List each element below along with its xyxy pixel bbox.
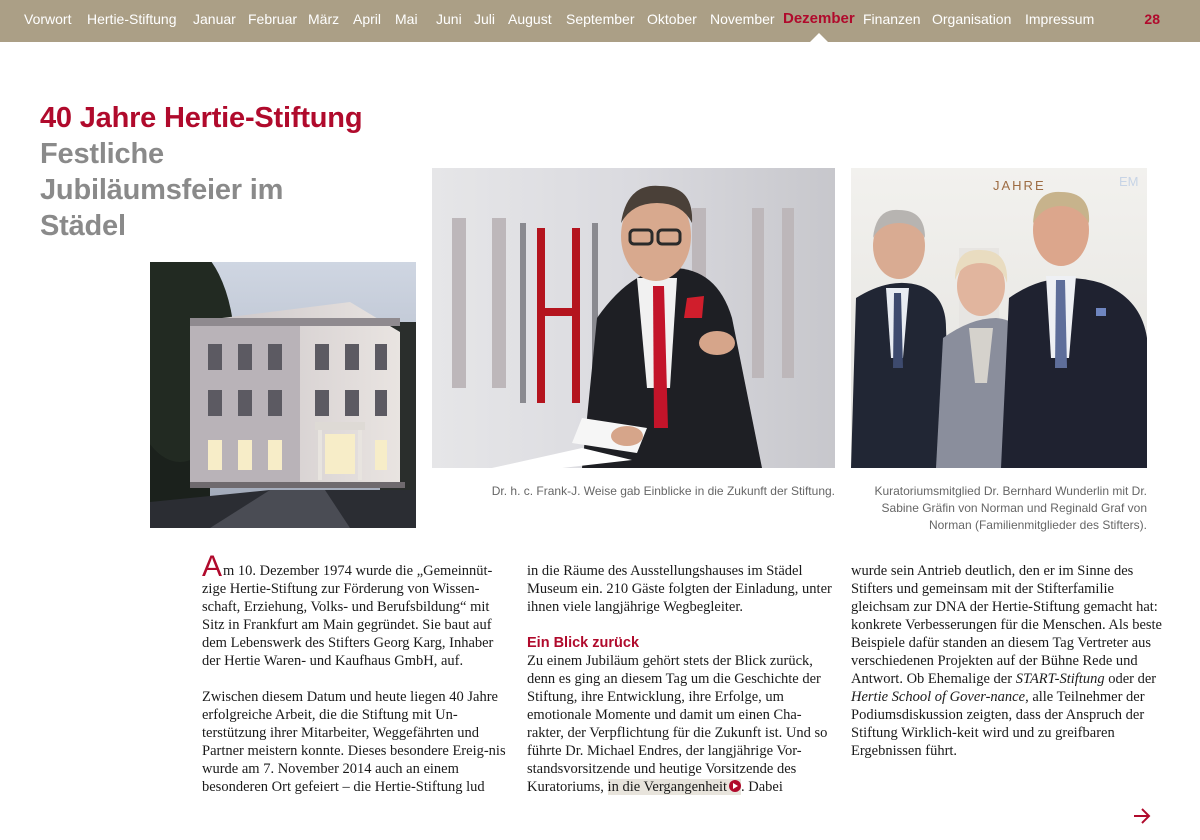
- nav-item-juni[interactable]: Juni: [436, 11, 462, 27]
- backdrop-text-em: EM: [1119, 174, 1139, 189]
- article-column-2: [527, 562, 837, 796]
- play-circle-icon[interactable]: [729, 780, 741, 792]
- article-text: wurde sein Antrieb deutlich, den er im Sinne des Stifters und gemeinsam mit der Stifterfamilie gleichsam zur DNA der Hertie-Stiftung gemacht hat: konkrete Verbesserungen für die Menschen. Als beste Beispiele dafür standen an diesem Tag Vertreter aus verschiedenen Projekten auf der Bühne Rede und Antwort. Ob Ehemalige der: [851, 563, 1162, 687]
- nav-item-maerz[interactable]: März: [308, 11, 340, 27]
- article-text: Zu einem Jubiläum gehört stets der Blick zurück, denn es ging an diesem Tag um die Geschichte der Stiftung, ihre Entwicklung, ihre Erfolge, um emotionale Momente und damit um einen Cha-rakter, der Verpflichtung für die Zukunft ist. Und so führte Dr. Michael Endres, der langjährige Vor-standsvorsitzende und heutige Vorsitzende des Kuratoriums,: [527, 653, 828, 795]
- nav-item-finanzen[interactable]: Finanzen: [863, 11, 921, 27]
- nav-item-april[interactable]: April: [353, 11, 382, 27]
- nav-item-januar[interactable]: Januar: [193, 11, 236, 27]
- article-text: m 10. Dezember 1974 wurde die „Gemeinnüt-zige Hertie-Stiftung zur Förderung von Wissen-schaft, Erziehung, Volks- und Berufsbildung“ mit Sitz in Frankfurt am Main gegründet. Sie baut auf dem Lebenswerk des Stifters Georg Karg, Inhaber der Hertie Waren- und Kaufhaus GmbH, auf.: [202, 563, 494, 669]
- vergangenheit-link[interactable]: [608, 779, 741, 795]
- article-paragraph: Zwischen diesem Datum und heute liegen 40 Jahre erfolgreiche Arbeit, die die Stiftung mit Un-terstützung ihrer Mitarbeiter, Weggefährten und Partner meistern konnte. Dieses besondere Ereig-nis wurde am 7. November 2014 auch an einem besonderen Ort gefeiert – die Hertie-Stiftung lud: [202, 689, 506, 795]
- article-paragraph: [851, 562, 1163, 760]
- start-stiftung-emphasis: START-Stiftung: [1015, 671, 1105, 687]
- section-heading: Ein Blick zurück: [527, 635, 640, 651]
- hertie-school-emphasis: Hertie School of Gover-nance: [851, 689, 1026, 705]
- nav-item-vorwort[interactable]: Vorwort: [24, 11, 72, 27]
- article-paragraph: in die Räume des Ausstellungshauses im Städel Museum ein. 210 Gäste folgten der Einladung, unter ihnen viele langjährige Wegbegleiter.: [527, 563, 832, 615]
- article-paragraph: [527, 652, 837, 796]
- top-navigation: [0, 0, 1200, 42]
- nav-item-oktober[interactable]: Oktober: [647, 11, 697, 27]
- staedel-building-photo: [150, 262, 416, 528]
- article-text: , alle Teilnehmer der Podiumsdiskussion zeigten, dass der Anspruch der Stiftung Wirklich-keit wird und zu greifbaren Ergebnissen führt.: [851, 689, 1145, 759]
- page-number: 28: [1144, 11, 1160, 27]
- page-subtitle: Festliche Jubiläumsfeier im Städel: [40, 138, 284, 242]
- article-text: oder der: [1104, 671, 1157, 687]
- next-page-arrow-icon[interactable]: [1131, 806, 1153, 826]
- article-text: . Dabei: [741, 779, 783, 795]
- nav-item-dezember[interactable]: Dezember: [783, 10, 855, 27]
- nav-item-august[interactable]: August: [508, 11, 552, 27]
- article-column-1: [202, 550, 514, 796]
- nav-item-mai[interactable]: Mai: [395, 11, 418, 27]
- dropcap: A: [202, 550, 223, 583]
- nav-item-impressum[interactable]: Impressum: [1025, 11, 1095, 27]
- speaker-photo: [432, 168, 835, 468]
- article-column-3: [851, 562, 1163, 760]
- nav-item-juli[interactable]: Juli: [474, 11, 496, 27]
- article-paragraph: [202, 550, 514, 670]
- nav-item-hertie-stiftung[interactable]: Hertie-Stiftung: [87, 11, 177, 27]
- nav-item-september[interactable]: September: [566, 11, 635, 27]
- backdrop-text-jahre: JAHRE: [993, 178, 1046, 193]
- page-title: 40 Jahre Hertie-Stiftung: [40, 102, 363, 134]
- speaker-caption: Dr. h. c. Frank-J. Weise gab Einblicke in die Zukunft der Stiftung.: [491, 484, 835, 498]
- active-nav-marker: [810, 33, 828, 42]
- group-photo: [851, 168, 1147, 468]
- link-label: in die Vergangenheit: [607, 779, 728, 795]
- nav-item-februar[interactable]: Februar: [248, 11, 298, 27]
- group-caption: Kuratoriumsmitglied Dr. Bernhard Wunderlin mit Dr. Sabine Gräfin von Norman und Reginald Graf von Norman (Familienmitglieder des Stifters).: [874, 484, 1147, 532]
- nav-item-organisation[interactable]: Organisation: [932, 11, 1012, 27]
- nav-item-november[interactable]: November: [710, 11, 775, 27]
